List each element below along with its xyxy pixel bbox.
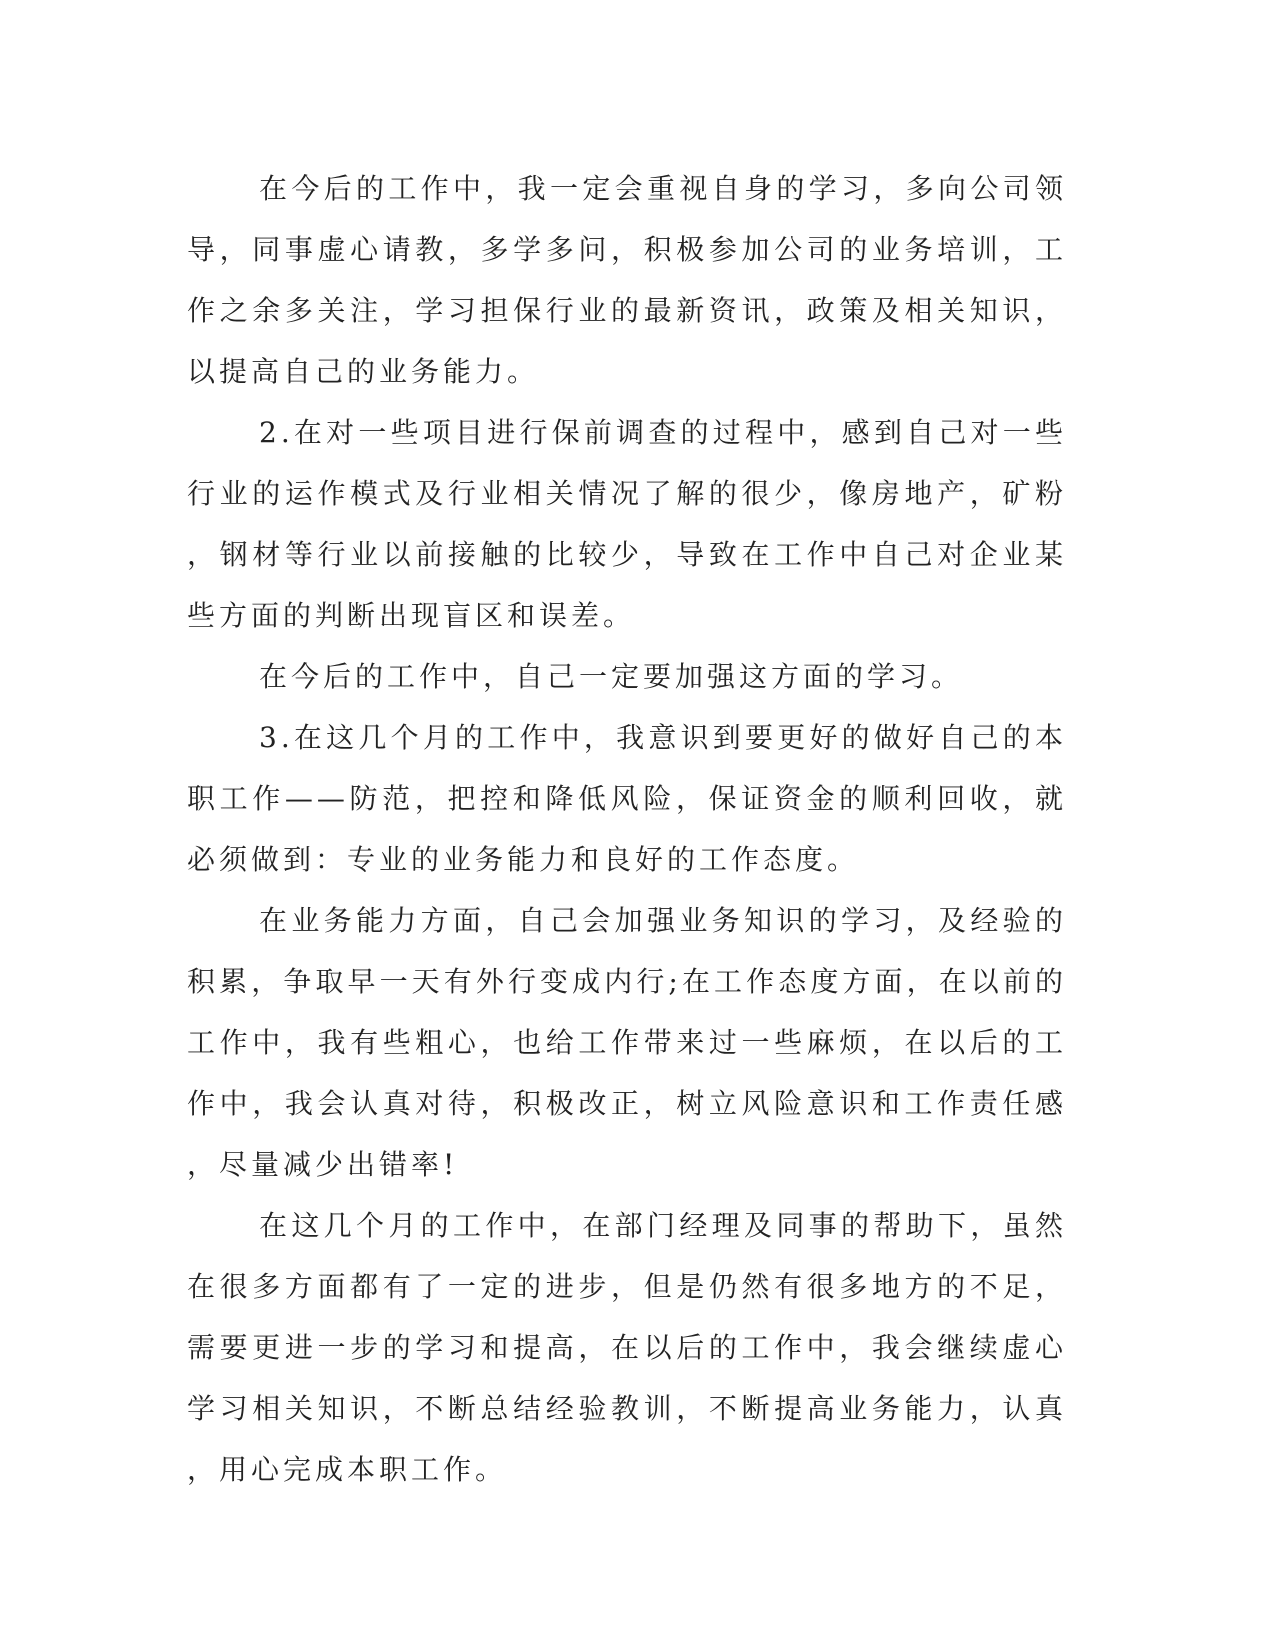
paragraph-6: 在这几个月的工作中，在部门经理及同事的帮助下，虽然在很多方面都有了一定的进步，但是仍然有很多地方的不足，需要更进一步的学习和提高，在以后的工作中，我会继续虚心学习相关知识，不断总结经验教训，不断提高业务能力，认真，用心完成本职工作。 xyxy=(187,1209,1067,1486)
paragraph-4: 3.在这几个月的工作中，我意识到要更好的做好自己的本职工作——防范，把控和降低风险，保证资金的顺利回收，就必须做到：专业的业务能力和良好的工作态度。 xyxy=(187,721,1067,876)
paragraph-3: 在今后的工作中，自己一定要加强这方面的学习。 xyxy=(259,660,964,693)
document-body xyxy=(187,158,1067,1500)
paragraph-1: 在今后的工作中，我一定会重视自身的学习，多向公司领导，同事虚心请教，多学多问，积极参加公司的业务培训，工作之余多关注，学习担保行业的最新资讯，政策及相关知识，以提高自己的业务能力。 xyxy=(187,172,1067,388)
paragraph-5: 在业务能力方面，自己会加强业务知识的学习，及经验的积累，争取早一天有外行变成内行;在工作态度方面，在以前的工作中，我有些粗心，也给工作带来过一些麻烦，在以后的工作中，我会认真对待，积极改正，树立风险意识和工作责任感，尽量减少出错率! xyxy=(187,904,1067,1181)
paragraph-2: 2.在对一些项目进行保前调查的过程中，感到自己对一些行业的运作模式及行业相关情况了解的很少，像房地产，矿粉，钢材等行业以前接触的比较少，导致在工作中自己对企业某些方面的判断出现盲区和误差。 xyxy=(187,416,1067,632)
